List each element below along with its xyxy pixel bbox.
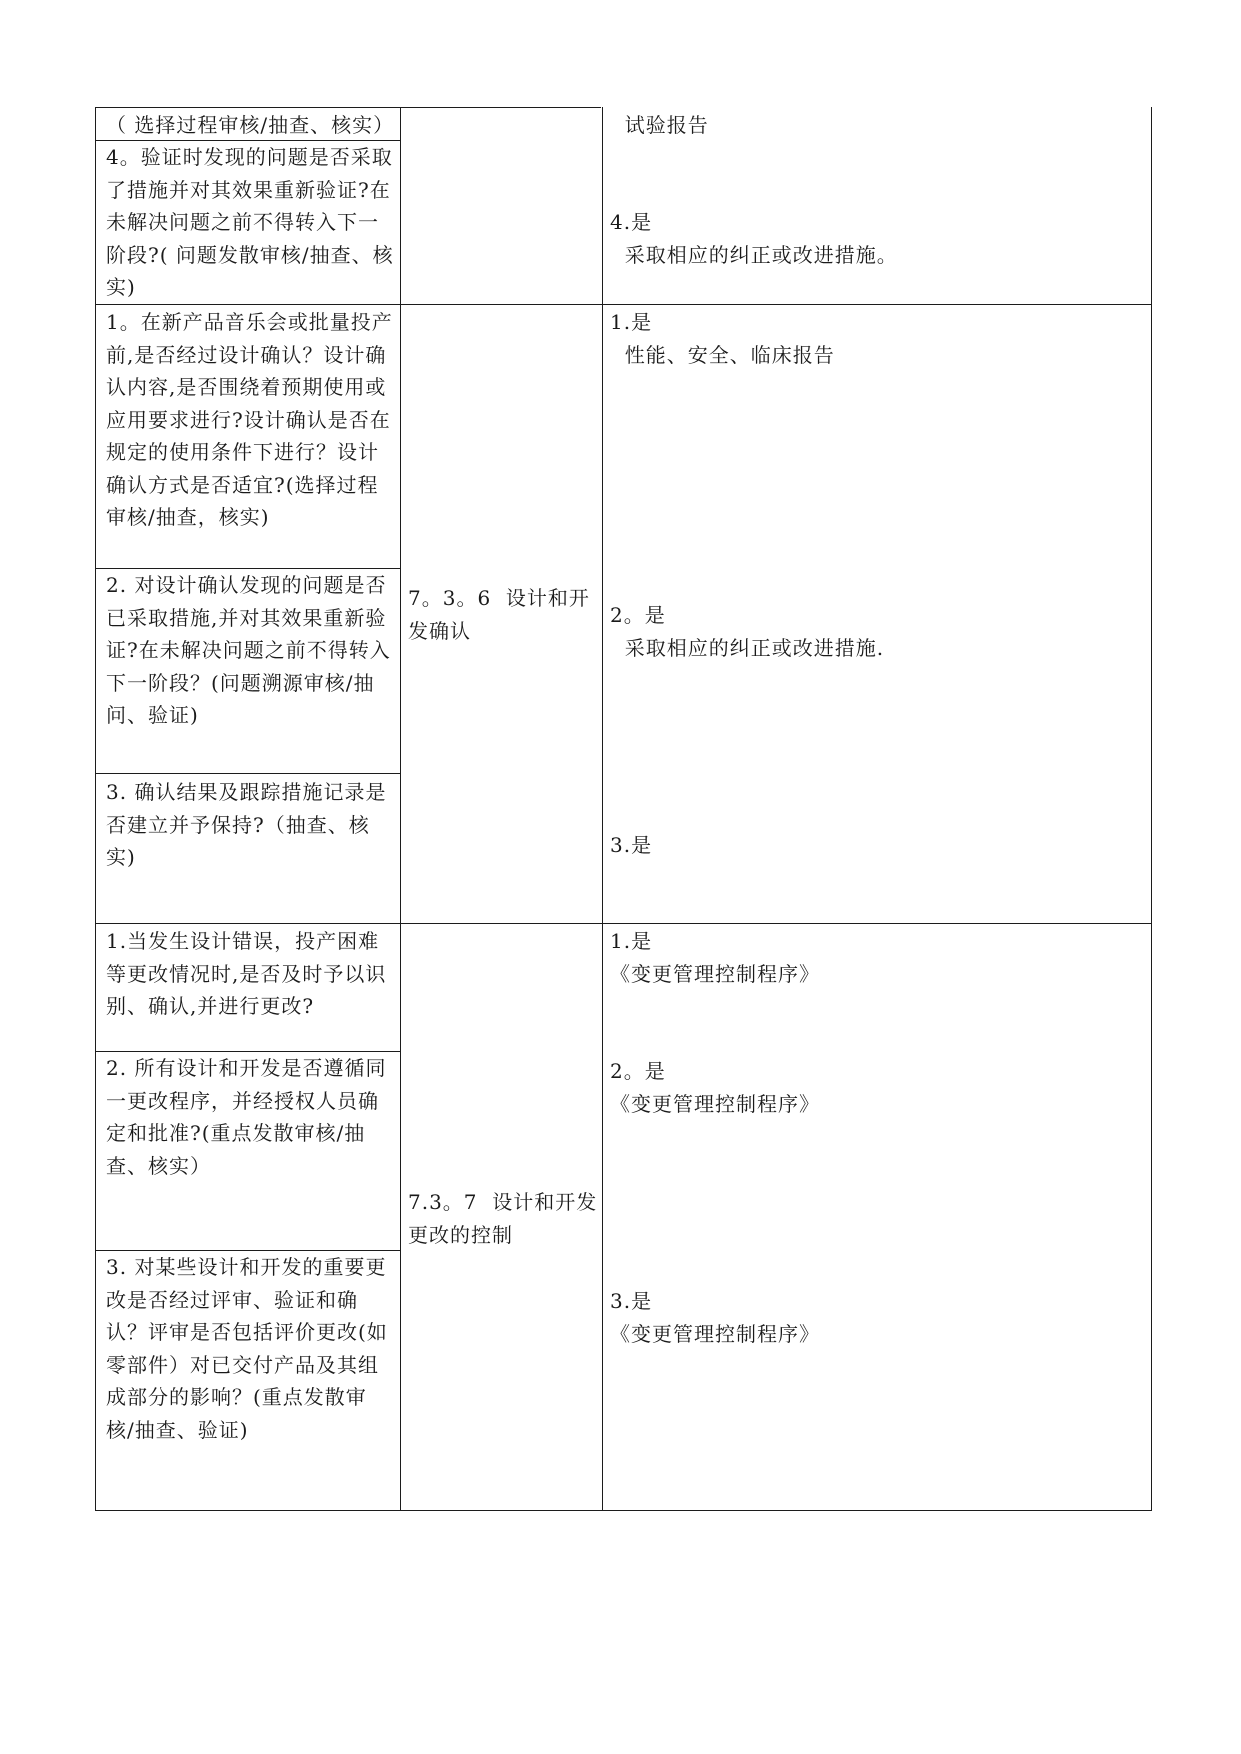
- question-cell: 3. 对某些设计和开发的重要更改是否经过评审、验证和确认？评审是否包括评价更改(如零部件）对已交付产品及其组成部分的影响？(重点发散审核/抽查、验证): [106, 1255, 388, 1442]
- question-cell: 1。在新产品音乐会或批量投产前,是否经过设计确认？设计确认内容,是否围绕着预期使用或应用要求进行?设计确认是否在规定的使用条件下进行？设计确认方式是否适宜?(选择过程审核/抽查，核实): [106, 310, 393, 529]
- row-line: [95, 773, 401, 774]
- question-cell: 2. 对设计确认发现的问题是否已采取措施,并对其效果重新验证?在未解决问题之前不得转入下一阶段？(问题溯源审核/抽问、验证): [106, 573, 391, 727]
- question-cell: 4。验证时发现的问题是否采取了措施并对其效果重新验证?在未解决问题之前不得转入下一阶段?( 问题发散审核/抽查、核实): [106, 145, 394, 299]
- answer-cell: 3.是: [610, 833, 653, 857]
- row-line: [95, 107, 601, 108]
- clause-cell: 7.3。7 设计和开发更改的控制: [408, 1190, 598, 1247]
- table-left-border: [95, 107, 96, 1511]
- answer-cell: 4.是 采取相应的纠正或改进措施。: [610, 210, 898, 267]
- row-line: [95, 923, 1152, 924]
- question-cell: 3. 确认结果及跟踪措施记录是否建立并予保持?（抽查、核实): [106, 780, 387, 869]
- answer-cell: 3.是 《变更管理控制程序》: [610, 1289, 820, 1346]
- table-right-border: [1151, 107, 1152, 1511]
- answer-cell: 2。是 《变更管理控制程序》: [610, 1059, 820, 1116]
- row-line: [95, 304, 1152, 305]
- answer-cell: 1.是 《变更管理控制程序》: [610, 929, 820, 986]
- answer-cell: 试验报告: [610, 113, 709, 137]
- clause-cell: 7。3。6 设计和开发确认: [408, 586, 590, 643]
- question-cell: 1.当发生设计错误，投产困难等更改情况时,是否及时予以识别、确认,并进行更改?: [106, 929, 387, 1018]
- answer-cell: 1.是 性能、安全、临床报告: [610, 310, 835, 367]
- column-divider-1: [400, 107, 401, 1511]
- question-cell: （ 选择过程审核/抽查、核实）: [106, 113, 394, 137]
- row-line: [95, 1510, 1152, 1511]
- question-cell: 2. 所有设计和开发是否遵循同一更改程序，并经授权人员确定和批准?(重点发散审核/抽查、核实）: [106, 1056, 387, 1178]
- column-divider-2: [602, 107, 603, 1511]
- answer-cell: 2。是 采取相应的纠正或改进措施.: [610, 603, 885, 660]
